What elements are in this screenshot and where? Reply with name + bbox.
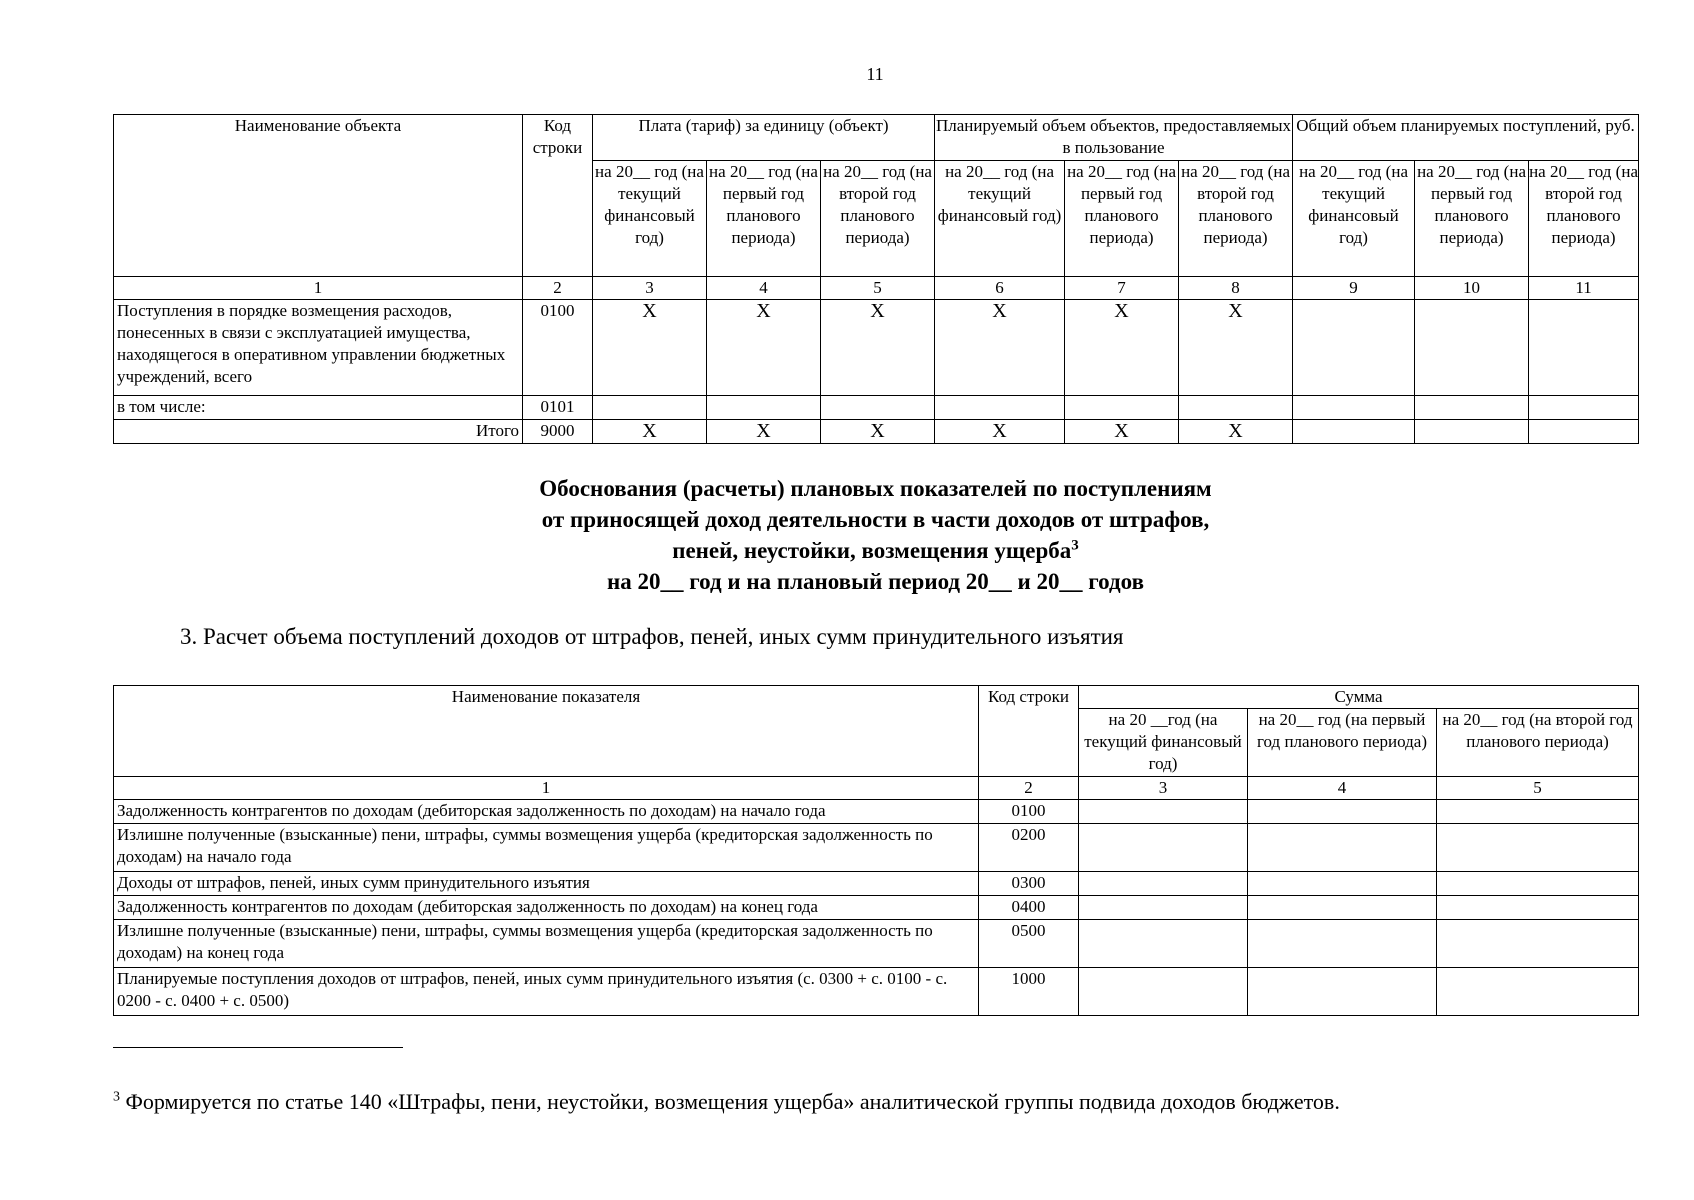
- table-cell: [1079, 920, 1248, 968]
- header-fee-group: Плата (тариф) за единицу (объект): [593, 115, 935, 161]
- header-first-plan-year: на 20__ год (на первый год планового периода): [1248, 709, 1437, 777]
- heading-line-with-footnote: [113, 535, 1638, 566]
- table-row: [114, 896, 1639, 920]
- table-cell: [1293, 300, 1415, 396]
- heading-line: от приносящей доход деятельности в части доходов от штрафов,: [541, 507, 1210, 532]
- heading-line: Обоснования (расчеты) плановых показателей по поступлениям: [539, 476, 1212, 501]
- table-cell: [1415, 420, 1529, 444]
- col-number: 9: [1293, 277, 1415, 300]
- col-number: 2: [523, 277, 593, 300]
- col-number: 3: [593, 277, 707, 300]
- table-cell: [1079, 800, 1248, 824]
- header-current-year: на 20 __год (на текущий финансовый год): [1079, 709, 1248, 777]
- heading-line: пеней, неустойки, возмещения ущерба: [672, 538, 1072, 563]
- header-row-code: Код строки: [979, 686, 1079, 777]
- header-volume-first: на 20__ год (на первый год планового периода): [1065, 161, 1179, 277]
- fines-revenue-table: [113, 685, 1639, 1016]
- table-cell: X: [935, 300, 1065, 396]
- row-code: 1000: [979, 968, 1079, 1016]
- header-volume-current: на 20__ год (на текущий финансовый год): [935, 161, 1065, 277]
- table-row: [114, 800, 1639, 824]
- header-fee-second: на 20__ год (на второй год планового периода): [821, 161, 935, 277]
- row-label: Излишне полученные (взысканные) пени, штрафы, суммы возмещения ущерба (кредиторская задолженность по доходам) на начало года: [114, 824, 979, 872]
- table-cell: [1293, 396, 1415, 420]
- table-cell: [1079, 968, 1248, 1016]
- table-cell: [1529, 300, 1639, 396]
- footnote-separator: [113, 1047, 403, 1048]
- table-row: [114, 968, 1639, 1016]
- row-label: Излишне полученные (взысканные) пени, штрафы, суммы возмещения ущерба (кредиторская задолженность по доходам) на конец года: [114, 920, 979, 968]
- table-cell: [593, 396, 707, 420]
- col-number: 6: [935, 277, 1065, 300]
- header-total-first: на 20__ год (на первый год планового периода): [1415, 161, 1529, 277]
- table-cell: X: [707, 300, 821, 396]
- header-volume-second: на 20__ год (на второй год планового периода): [1179, 161, 1293, 277]
- table-row: [114, 420, 1639, 444]
- header-total-group: Общий объем планируемых поступлений, руб.: [1293, 115, 1639, 161]
- header-second-plan-year: на 20__ год (на второй год планового периода): [1437, 709, 1639, 777]
- footnote-marker: 3: [1071, 537, 1079, 554]
- table-cell: [1529, 396, 1639, 420]
- row-code: 0101: [523, 396, 593, 420]
- heading-line: на 20__ год и на плановый период 20__ и 20__ годов: [607, 569, 1144, 594]
- footnote: [113, 1089, 1340, 1115]
- col-number: 5: [821, 277, 935, 300]
- col-number: 4: [1248, 777, 1437, 800]
- section-heading: [113, 473, 1638, 597]
- table-row: [114, 300, 1639, 396]
- table-cell: [1248, 824, 1437, 872]
- table-cell: [1248, 872, 1437, 896]
- table-cell: X: [1065, 300, 1179, 396]
- column-numbers-row: [114, 777, 1639, 800]
- table-cell: [1437, 824, 1639, 872]
- table-cell: [1079, 872, 1248, 896]
- table-row: [114, 872, 1639, 896]
- table-cell: [1415, 300, 1529, 396]
- row-label: Задолженность контрагентов по доходам (дебиторская задолженность по доходам) на начало года: [114, 800, 979, 824]
- row-label: Доходы от штрафов, пеней, иных сумм принудительного изъятия: [114, 872, 979, 896]
- header-sum: Сумма: [1079, 686, 1639, 709]
- column-numbers-row: [114, 277, 1639, 300]
- table-cell: [935, 396, 1065, 420]
- table-cell: [707, 396, 821, 420]
- table-cell: [1437, 920, 1639, 968]
- footnote-text: Формируется по статье 140 «Штрафы, пени, неустойки, возмещения ущерба» аналитической группы подвида доходов бюджетов.: [120, 1089, 1340, 1114]
- header-total-current: на 20__ год (на текущий финансовый год): [1293, 161, 1415, 277]
- table-cell: [1065, 396, 1179, 420]
- row-label: Задолженность контрагентов по доходам (дебиторская задолженность по доходам) на конец года: [114, 896, 979, 920]
- table-cell: X: [935, 420, 1065, 444]
- table-cell: X: [821, 300, 935, 396]
- row-label-total: Итого: [114, 420, 523, 444]
- col-number: 5: [1437, 777, 1639, 800]
- row-label: Поступления в порядке возмещения расходов, понесенных в связи с эксплуатацией имущества, находящегося в оперативном управлении бюджетных учреждений, всего: [114, 300, 523, 396]
- col-number: 10: [1415, 277, 1529, 300]
- table-cell: [1079, 824, 1248, 872]
- table-cell: X: [1179, 300, 1293, 396]
- table-cell: X: [1179, 420, 1293, 444]
- page-number: 11: [866, 64, 884, 84]
- table-cell: X: [821, 420, 935, 444]
- col-number: 8: [1179, 277, 1293, 300]
- row-code: 0200: [979, 824, 1079, 872]
- table-cell: [1248, 896, 1437, 920]
- col-number: 3: [1079, 777, 1248, 800]
- header-indicator-name: Наименование показателя: [114, 686, 979, 777]
- row-label: Планируемые поступления доходов от штрафов, пеней, иных сумм принудительного изъятия (с. 0300 + с. 0100 - с. 0200 - с. 0400 + с. 0500): [114, 968, 979, 1016]
- header-object-name: Наименование объекта: [114, 115, 523, 277]
- table-cell: X: [593, 300, 707, 396]
- header-total-second: на 20__ год (на второй год планового периода): [1529, 161, 1639, 277]
- col-number: 11: [1529, 277, 1639, 300]
- row-code: 0300: [979, 872, 1079, 896]
- col-number: 1: [114, 777, 979, 800]
- row-code: 0100: [523, 300, 593, 396]
- table-row: [114, 396, 1639, 420]
- col-number: 2: [979, 777, 1079, 800]
- col-number: 4: [707, 277, 821, 300]
- table-cell: X: [1065, 420, 1179, 444]
- col-number: 7: [1065, 277, 1179, 300]
- table-cell: [1437, 800, 1639, 824]
- row-code: 0400: [979, 896, 1079, 920]
- table-cell: [1248, 800, 1437, 824]
- footnote-marker: 3: [113, 1089, 120, 1105]
- table-cell: [1248, 920, 1437, 968]
- table-cell: [1437, 896, 1639, 920]
- row-code: 0500: [979, 920, 1079, 968]
- row-code: 0100: [979, 800, 1079, 824]
- table-cell: [1248, 968, 1437, 1016]
- table-row: [114, 824, 1639, 872]
- row-code: 9000: [523, 420, 593, 444]
- table-cell: X: [593, 420, 707, 444]
- table-cell: [1293, 420, 1415, 444]
- header-fee-first: на 20__ год (на первый год планового периода): [707, 161, 821, 277]
- table-cell: [1529, 420, 1639, 444]
- col-number: 1: [114, 277, 523, 300]
- header-row-code: Код строки: [523, 115, 593, 277]
- table-row: [114, 920, 1639, 968]
- header-volume-group: Планируемый объем объектов, предоставляемых в пользование: [935, 115, 1293, 161]
- table-cell: [821, 396, 935, 420]
- revenue-objects-table: [113, 114, 1639, 444]
- table-cell: [1437, 872, 1639, 896]
- section-title: 3. Расчет объема поступлений доходов от штрафов, пеней, иных сумм принудительного изъятия: [180, 624, 1124, 649]
- table-cell: [1437, 968, 1639, 1016]
- row-label: в том числе:: [114, 396, 523, 420]
- table-cell: [1415, 396, 1529, 420]
- header-fee-current: на 20__ год (на текущий финансовый год): [593, 161, 707, 277]
- table-cell: X: [707, 420, 821, 444]
- table-cell: [1179, 396, 1293, 420]
- table-cell: [1079, 896, 1248, 920]
